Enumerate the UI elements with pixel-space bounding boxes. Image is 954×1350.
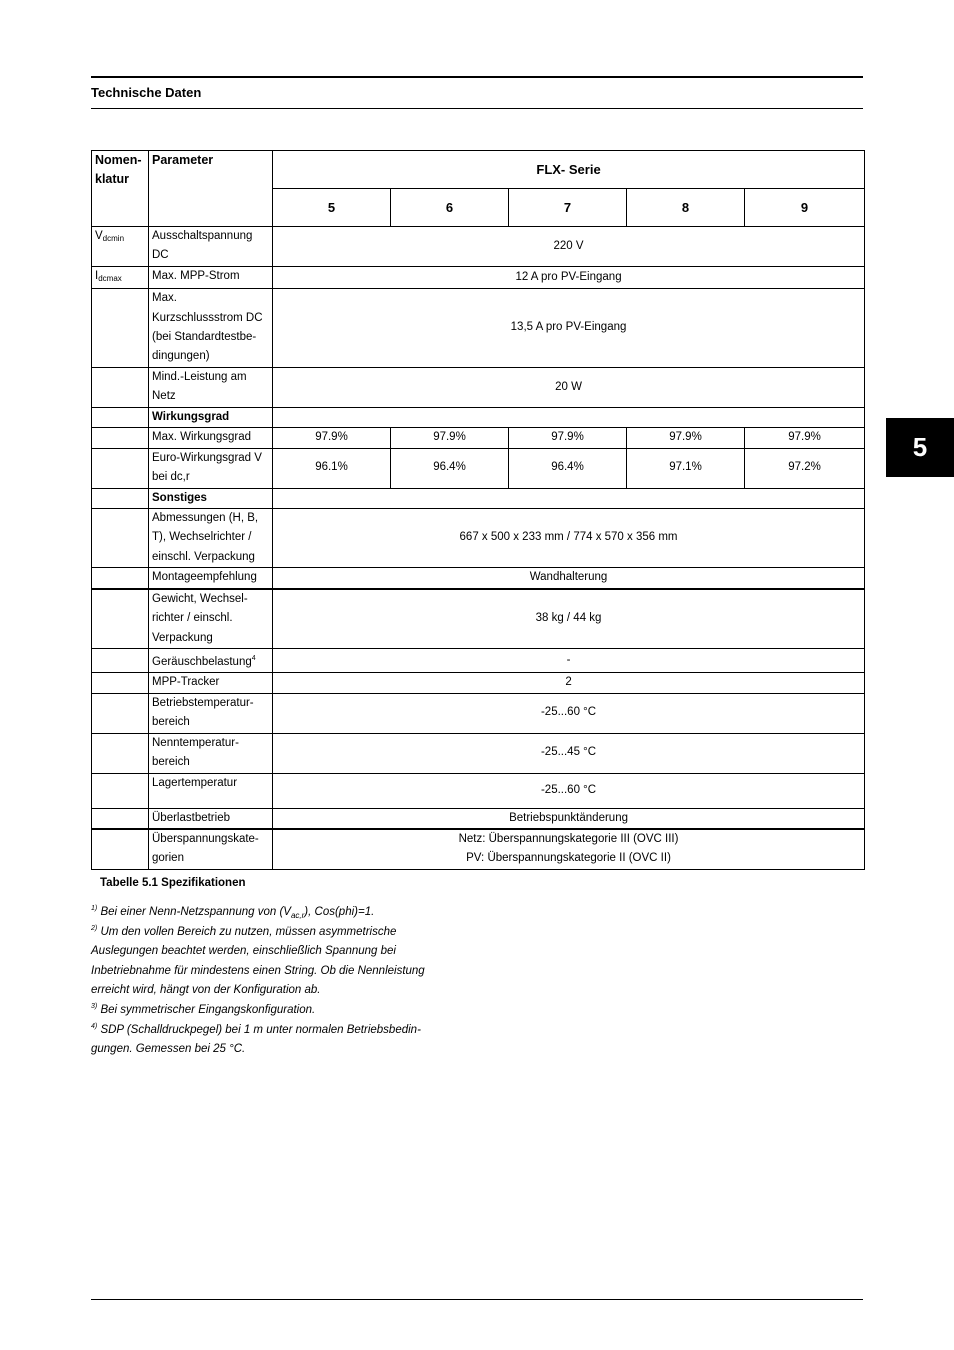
table-row	[92, 428, 865, 448]
spec-table	[91, 150, 865, 870]
nomenklatur-cell	[92, 367, 149, 407]
chapter-tab: 5	[886, 418, 954, 477]
nomenklatur-cell	[92, 808, 149, 829]
value-cell: 12 A pro PV-Eingang	[273, 266, 865, 288]
nomenklatur-cell	[92, 428, 149, 448]
value-cell: 97.9%	[391, 428, 509, 448]
table-row	[92, 488, 865, 508]
parameter-cell: Ausschaltspannung DC	[149, 227, 273, 267]
value-cell: -25...60 °C	[273, 773, 865, 808]
value-cell: Betriebspunktänderung	[273, 808, 865, 829]
parameter-cell: Überlastbetrieb	[149, 808, 273, 829]
table-row	[92, 289, 865, 368]
table-row	[92, 673, 865, 693]
table-row	[92, 509, 865, 568]
model-header: 5	[273, 189, 391, 227]
parameter-cell: Max. Wirkungsgrad	[149, 428, 273, 448]
value-line: Netz: Überspannungskategorie III (OVC III)	[458, 833, 679, 846]
nomenklatur-cell	[92, 773, 149, 808]
parameter-cell: Lagertemperatur	[149, 773, 273, 808]
table-row	[92, 227, 865, 267]
value-cell: Wandhalterung	[273, 568, 865, 589]
table-row	[92, 733, 865, 773]
parameter-cell: Abmessungen (H, B, T), Wechselrichter / einschl. Verpackung	[149, 509, 273, 568]
value-cell: 97.9%	[627, 428, 745, 448]
page-header-title: Technische Daten	[91, 85, 202, 100]
parameter-cell: Max. MPP-Strom	[149, 266, 273, 288]
table-row	[92, 448, 865, 488]
table-row	[92, 589, 865, 649]
value-cell	[273, 829, 865, 869]
nomenklatur-cell	[92, 589, 149, 649]
parameter-cell: Geräuschbelastung$^4$	[149, 648, 273, 672]
footnote-4: $^{4)}$ SDP (Schalldruckpegel) bei 1 m unter normalen Betriebsbedin-gungen. Gemessen bei 25 °C.	[91, 1023, 421, 1056]
value-cell	[273, 407, 865, 427]
value-cell: 97.9%	[273, 428, 391, 448]
parameter-cell: Montageempfehlung	[149, 568, 273, 589]
value-cell: 97.1%	[627, 448, 745, 488]
parameter-cell: Euro-Wirkungsgrad V bei dc,r	[149, 448, 273, 488]
footnote-1: $^{1)}$ Bei einer Nenn-Netzspannung von $(V_{ac,r})$, Cos(phi)=1.	[91, 905, 375, 921]
table-row	[92, 568, 865, 589]
value-cell: -	[273, 648, 865, 672]
model-header: 6	[391, 189, 509, 227]
value-cell: -25...60 °C	[273, 693, 865, 733]
header-series: FLX- Serie	[273, 151, 865, 189]
nomenklatur-cell	[92, 829, 149, 869]
nomenklatur-cell	[92, 488, 149, 508]
nomenklatur-cell	[92, 568, 149, 589]
value-cell: 667 x 500 x 233 mm / 774 x 570 x 356 mm	[273, 509, 865, 568]
value-cell: 97.9%	[745, 428, 865, 448]
value-cell: -25...45 °C	[273, 733, 865, 773]
table-row	[92, 407, 865, 427]
value-cell: 96.4%	[509, 448, 627, 488]
value-cell: 96.4%	[391, 448, 509, 488]
table-row	[92, 648, 865, 672]
table-row	[92, 773, 865, 808]
model-header: 8	[627, 189, 745, 227]
parameter-cell: Überspannungskate-gorien	[149, 829, 273, 869]
parameter-cell: Mind.-Leistung am Netz	[149, 367, 273, 407]
nomenklatur-cell	[92, 509, 149, 568]
header-rule-top	[91, 76, 863, 78]
nomenklatur-cell	[92, 407, 149, 427]
parameter-cell: Betriebstemperatur-bereich	[149, 693, 273, 733]
footnote-2: $^{2)}$ Um den vollen Bereich zu nutzen, müssen asymmetrische Auslegungen beachtet werden, einschließlich Spannung bei Inbetriebnahme für mindestens einen String. Ob die Nennleistung erreicht wird, hängt von der Konfiguration ab.	[91, 925, 425, 997]
nomenklatur-cell: $I_{dcmax}$	[92, 266, 149, 288]
section-heading: Sonstiges	[149, 488, 273, 508]
table-row	[92, 367, 865, 407]
parameter-cell: Nenntemperatur-bereich	[149, 733, 273, 773]
table-row	[92, 693, 865, 733]
header-parameter: Parameter	[149, 151, 273, 227]
parameter-cell: MPP-Tracker	[149, 673, 273, 693]
footer-rule	[91, 1299, 863, 1300]
table-row	[92, 266, 865, 288]
section-heading: Wirkungsgrad	[149, 407, 273, 427]
value-cell	[273, 488, 865, 508]
model-header: 9	[745, 189, 865, 227]
model-header: 7	[509, 189, 627, 227]
parameter-cell: Gewicht, Wechsel-richter / einschl. Verpackung	[149, 589, 273, 649]
value-cell: 2	[273, 673, 865, 693]
table-row	[92, 829, 865, 869]
value-line: PV: Überspannungskategorie II (OVC II)	[466, 852, 671, 865]
parameter-cell: Max. Kurzschlussstrom DC (bei Standardtestbe-dingungen)	[149, 289, 273, 368]
nomenklatur-cell	[92, 733, 149, 773]
nomenklatur-cell	[92, 289, 149, 368]
nomenklatur-cell: $V_{dcmin}$	[92, 227, 149, 267]
value-cell: 13,5 A pro PV-Eingang	[273, 289, 865, 368]
nomenklatur-cell	[92, 693, 149, 733]
table-row	[92, 808, 865, 829]
nomenklatur-cell	[92, 448, 149, 488]
value-cell: 20 W	[273, 367, 865, 407]
nomenklatur-cell	[92, 673, 149, 693]
header-rule-bottom	[91, 108, 863, 109]
nomenklatur-cell	[92, 648, 149, 672]
header-nomenklatur: Nomen- klatur	[92, 151, 149, 227]
value-cell: 97.9%	[509, 428, 627, 448]
value-cell: 97.2%	[745, 448, 865, 488]
value-cell: 220 V	[273, 227, 865, 267]
table-caption: Tabelle 5.1 Spezifikationen	[100, 877, 246, 889]
footnote-3: $^{3)}$ Bei symmetrischer Eingangskonfiguration.	[91, 1003, 316, 1016]
value-cell: 96.1%	[273, 448, 391, 488]
value-cell: 38 kg / 44 kg	[273, 589, 865, 649]
